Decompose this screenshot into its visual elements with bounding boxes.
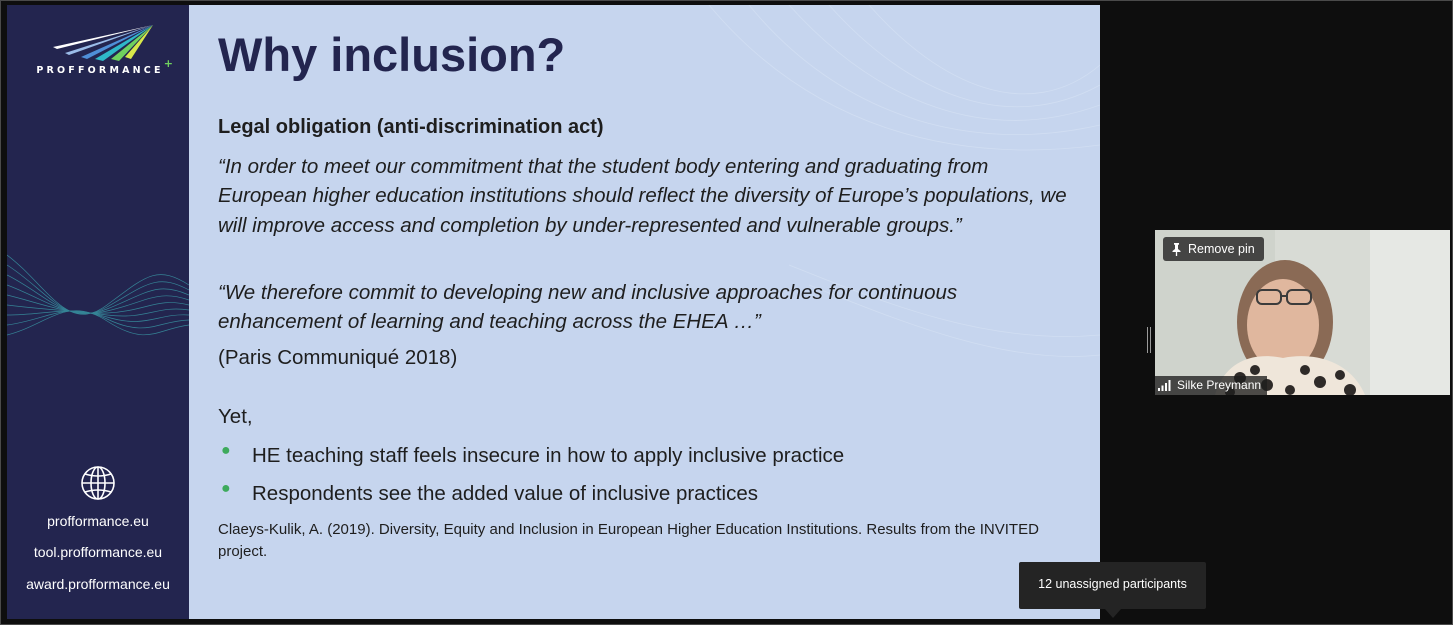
slide-subheading: Legal obligation (anti-discrimination act) — [218, 116, 604, 138]
logo-plus: + — [163, 57, 173, 70]
remove-pin-label: Remove pin — [1188, 242, 1255, 256]
participant-video-tile[interactable] — [1155, 230, 1450, 395]
participant-name-tag — [1155, 376, 1267, 395]
link-profformance[interactable]: profformance.eu — [47, 513, 149, 529]
quote-source: (Paris Communiqué 2018) — [218, 346, 458, 369]
logo-wordmark: PROFFORMANCE — [36, 65, 164, 76]
slide-content — [189, 5, 1100, 619]
profformance-logo — [25, 19, 175, 81]
citation-text: Claeys-Kulik, A. (2019). Diversity, Equity and Inclusion in European Higher Education Institutions. Results from the INVITED project. — [218, 521, 1039, 560]
quote-paragraph-2: “We therefore commit to developing new and inclusive approaches for continuous enhancement of learning and teaching across the EHEA …” — [218, 281, 958, 334]
bullet-text: HE teaching staff feels insecure in how to apply inclusive practice — [252, 444, 845, 467]
globe-icon — [80, 465, 116, 501]
signal-bars-icon — [1158, 380, 1172, 391]
bullet-text: Respondents see the added value of inclusive practices — [252, 482, 758, 505]
unassigned-participants-tooltip: 12 unassigned participants — [1019, 562, 1206, 609]
decorative-wave-graphic — [7, 245, 189, 355]
bullet-dot-icon: ● — [221, 442, 231, 459]
slide-sidebar — [7, 5, 189, 619]
quote-paragraph-1: “In order to meet our commitment that the student body entering and graduating from European higher education institutions should reflect the diversity of Europe’s populations, we will improve access and completion by under-represented and vulnerable groups.” — [218, 155, 1067, 237]
grip-icon — [1146, 327, 1152, 353]
panel-resize-handle[interactable] — [1146, 327, 1152, 353]
link-award-profformance[interactable]: award.profformance.eu — [26, 576, 170, 592]
pin-icon — [1171, 243, 1182, 256]
slide-title: Why inclusion? — [218, 28, 566, 81]
tooltip-arrow — [1105, 609, 1121, 618]
link-tool-profformance[interactable]: tool.profformance.eu — [33, 544, 163, 560]
logo-rays-graphic — [25, 19, 175, 67]
yet-label: Yet, — [218, 405, 253, 428]
remove-pin-button[interactable] — [1163, 237, 1264, 261]
shared-screen-slide — [7, 5, 1100, 619]
participant-name: Silke Preymann — [1177, 378, 1262, 392]
bullet-dot-icon: ● — [221, 480, 231, 497]
